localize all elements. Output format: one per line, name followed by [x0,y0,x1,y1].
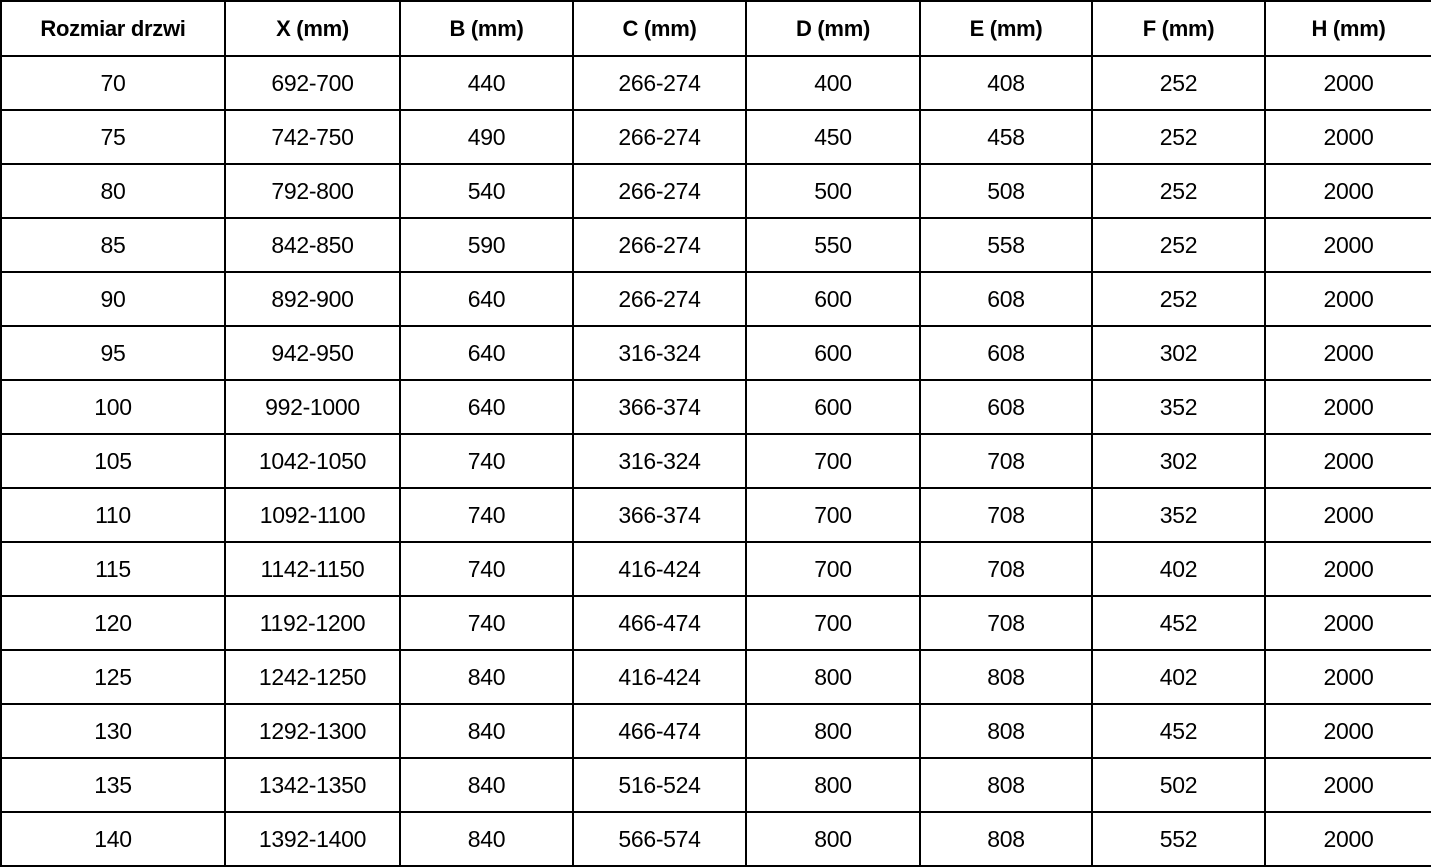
table-cell: 552 [1092,812,1265,866]
table-cell: 1142-1150 [225,542,400,596]
table-cell: 266-274 [573,56,746,110]
table-cell: 708 [920,596,1092,650]
column-header: H (mm) [1265,1,1431,56]
table-cell: 452 [1092,596,1265,650]
table-cell: 1342-1350 [225,758,400,812]
table-cell: 140 [1,812,225,866]
table-cell: 800 [746,650,920,704]
table-cell: 808 [920,704,1092,758]
column-header: E (mm) [920,1,1092,56]
table-cell: 708 [920,542,1092,596]
table-cell: 266-274 [573,272,746,326]
table-cell: 692-700 [225,56,400,110]
table-cell: 2000 [1265,650,1431,704]
table-cell: 700 [746,542,920,596]
table-cell: 2000 [1265,272,1431,326]
table-cell: 352 [1092,488,1265,542]
table-row [1,434,1431,488]
table-cell: 2000 [1265,542,1431,596]
table-cell: 125 [1,650,225,704]
table-cell: 800 [746,704,920,758]
table-cell: 558 [920,218,1092,272]
table-cell: 130 [1,704,225,758]
table-cell: 1242-1250 [225,650,400,704]
table-cell: 450 [746,110,920,164]
table-cell: 402 [1092,650,1265,704]
table-cell: 105 [1,434,225,488]
table-cell: 2000 [1265,704,1431,758]
table-cell: 416-424 [573,650,746,704]
table-row [1,110,1431,164]
table-cell: 502 [1092,758,1265,812]
table-cell: 942-950 [225,326,400,380]
table-cell: 266-274 [573,110,746,164]
table-cell: 402 [1092,542,1265,596]
table-cell: 466-474 [573,704,746,758]
table-cell: 252 [1092,110,1265,164]
table-cell: 892-900 [225,272,400,326]
table-cell: 1192-1200 [225,596,400,650]
table-cell: 566-574 [573,812,746,866]
table-row [1,218,1431,272]
table-row [1,272,1431,326]
column-header: X (mm) [225,1,400,56]
table-cell: 808 [920,812,1092,866]
table-cell: 416-424 [573,542,746,596]
column-header: Rozmiar drzwi [1,1,225,56]
table-cell: 740 [400,488,573,542]
table-cell: 2000 [1265,326,1431,380]
table-cell: 800 [746,812,920,866]
table-cell: 600 [746,380,920,434]
table-cell: 316-324 [573,434,746,488]
table-cell: 516-524 [573,758,746,812]
table-cell: 742-750 [225,110,400,164]
column-header: D (mm) [746,1,920,56]
table-cell: 640 [400,272,573,326]
table-cell: 440 [400,56,573,110]
table-cell: 540 [400,164,573,218]
table-cell: 792-800 [225,164,400,218]
table-cell: 302 [1092,326,1265,380]
table-cell: 740 [400,542,573,596]
table-cell: 100 [1,380,225,434]
table-cell: 840 [400,812,573,866]
table-cell: 608 [920,272,1092,326]
table-cell: 740 [400,596,573,650]
table-cell: 452 [1092,704,1265,758]
table-cell: 400 [746,56,920,110]
table-cell: 600 [746,326,920,380]
table-header [1,1,1431,56]
column-header: C (mm) [573,1,746,56]
table-cell: 366-374 [573,380,746,434]
table-cell: 252 [1092,272,1265,326]
table-cell: 840 [400,758,573,812]
table-cell: 1042-1050 [225,434,400,488]
table-cell: 840 [400,650,573,704]
table-cell: 352 [1092,380,1265,434]
table-cell: 408 [920,56,1092,110]
table-cell: 302 [1092,434,1265,488]
table-row [1,650,1431,704]
table-cell: 808 [920,650,1092,704]
table-cell: 800 [746,758,920,812]
table-cell: 700 [746,596,920,650]
table-cell: 135 [1,758,225,812]
table-cell: 992-1000 [225,380,400,434]
table-cell: 2000 [1265,380,1431,434]
table-row [1,56,1431,110]
table-cell: 490 [400,110,573,164]
table-row [1,164,1431,218]
table-cell: 90 [1,272,225,326]
table-cell: 120 [1,596,225,650]
table-cell: 110 [1,488,225,542]
table-cell: 840 [400,704,573,758]
table-cell: 1392-1400 [225,812,400,866]
table-header-row [1,1,1431,56]
table-cell: 458 [920,110,1092,164]
table-cell: 842-850 [225,218,400,272]
column-header: B (mm) [400,1,573,56]
table-row [1,488,1431,542]
table-cell: 80 [1,164,225,218]
table-cell: 316-324 [573,326,746,380]
table-cell: 2000 [1265,218,1431,272]
table-cell: 252 [1092,164,1265,218]
table-row [1,596,1431,650]
table-cell: 2000 [1265,164,1431,218]
table-body [1,56,1431,866]
table-row [1,758,1431,812]
table-cell: 808 [920,758,1092,812]
table-cell: 2000 [1265,596,1431,650]
table-cell: 600 [746,272,920,326]
table-cell: 700 [746,434,920,488]
table-row [1,542,1431,596]
table-row [1,704,1431,758]
table-cell: 70 [1,56,225,110]
table-cell: 708 [920,488,1092,542]
table-cell: 2000 [1265,110,1431,164]
table-cell: 740 [400,434,573,488]
table-cell: 75 [1,110,225,164]
table-cell: 700 [746,488,920,542]
table-cell: 95 [1,326,225,380]
table-cell: 1292-1300 [225,704,400,758]
table-cell: 2000 [1265,56,1431,110]
table-cell: 2000 [1265,488,1431,542]
table-cell: 115 [1,542,225,596]
table-cell: 640 [400,380,573,434]
table-cell: 2000 [1265,758,1431,812]
table-cell: 508 [920,164,1092,218]
table-cell: 2000 [1265,812,1431,866]
table-cell: 366-374 [573,488,746,542]
table-cell: 266-274 [573,218,746,272]
table-cell: 708 [920,434,1092,488]
table-row [1,380,1431,434]
table-row [1,812,1431,866]
table-cell: 500 [746,164,920,218]
table-cell: 608 [920,380,1092,434]
table-cell: 252 [1092,56,1265,110]
column-header: F (mm) [1092,1,1265,56]
table-cell: 550 [746,218,920,272]
table-cell: 2000 [1265,434,1431,488]
table-cell: 608 [920,326,1092,380]
table-cell: 590 [400,218,573,272]
table-cell: 266-274 [573,164,746,218]
table-cell: 640 [400,326,573,380]
table-cell: 85 [1,218,225,272]
table-row [1,326,1431,380]
table-cell: 1092-1100 [225,488,400,542]
table-cell: 252 [1092,218,1265,272]
table-cell: 466-474 [573,596,746,650]
